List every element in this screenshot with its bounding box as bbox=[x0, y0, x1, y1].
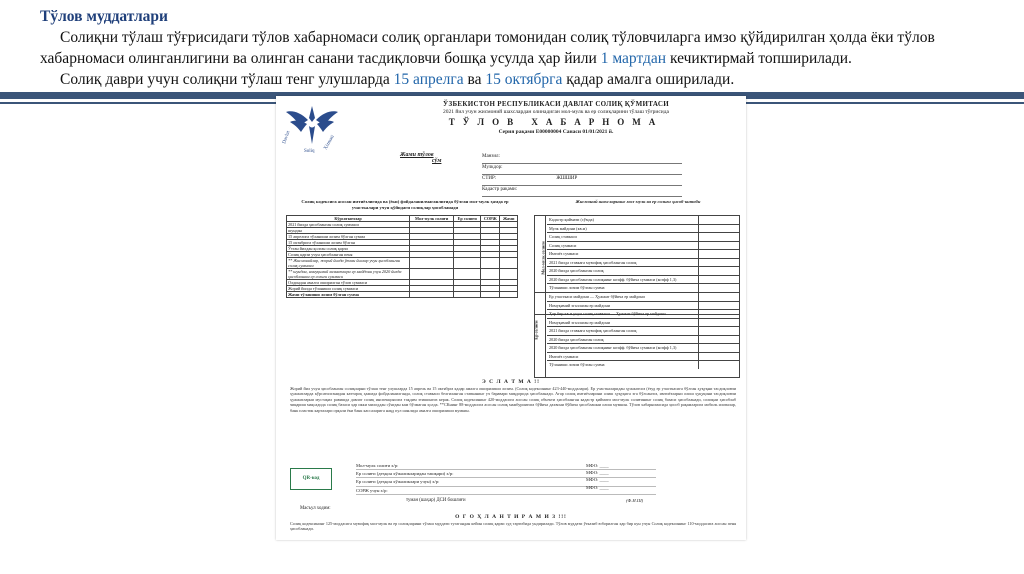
doc-header-committee: ЎЗБЕКИСТОН РЕСПУБЛИКАСИ ДАВЛАТ СОЛИҚ ҚЎМИТАСИ bbox=[443, 100, 669, 108]
p2-text-mid: ва bbox=[463, 71, 486, 88]
warning-title: О Г О Ҳ Л А Н Т И Р А М И З !!! bbox=[455, 514, 567, 520]
list-item: Мулк майдони (кв.м) bbox=[547, 225, 739, 234]
list-item: Ҳар бир кв.м учун солиқ ставкаси — Ҳужжат бўйича ер майдони bbox=[547, 310, 739, 319]
slide-heading: Тўлов муддатлари bbox=[40, 8, 168, 25]
list-item: 2020 йилда ҳисобланган солиқ bbox=[547, 336, 739, 345]
p1-text-a: Солиқни тўлаш тўғрисидаги тўлов хабарномаси солиқ органлари томонидан солиқ тўловчиларга имзо қўйдирилган ҳолда ёки тўлов хабарномаси олинганлигини ва олинган санани тасдиқловчи бошқа усулда ҳар йили bbox=[40, 29, 935, 67]
table-row: ** Жисмонийлар, жорий йилда ўтган йиллар учун ҳисобланган солиқ суммаси bbox=[287, 258, 518, 269]
table-row: Солиқ қарзи учун ҳисобланган пеня bbox=[287, 252, 518, 258]
table-row: шундан bbox=[287, 228, 518, 234]
left-table-title: Солиқ кодексига асосан имтиёзлигида ва (ёки) фойдаланилмаганлигида бўлган мол-мулк ҳамда ер участкалари учун қўйидаги солиқлар ҳисобланади bbox=[301, 199, 509, 210]
signature-head: туман (шаҳар) ДСИ бошлиғи bbox=[406, 498, 466, 503]
paragraph-payment bbox=[40, 69, 1000, 90]
list-item: Ер участкаси майдони — Ҳужжат бўйича ер майдони bbox=[547, 293, 739, 302]
doc-header-title: ТЎЛОВ ХАБАРНОМА bbox=[448, 117, 664, 127]
p2-highlight-october: 15 октябрга bbox=[485, 71, 563, 88]
p1-text-b: кечиктирмай топширилади. bbox=[666, 50, 852, 67]
list-item: Солиқ суммаси bbox=[547, 242, 739, 251]
tax-committee-logo-icon bbox=[282, 98, 342, 154]
p2-text-b: қадар амалга оширилади. bbox=[562, 71, 735, 88]
jshshir-label: ЖШШИР bbox=[556, 176, 578, 181]
paragraph-delivery bbox=[40, 27, 1000, 69]
svg-text:Soliq: Soliq bbox=[304, 149, 315, 154]
right-table-title: Жисмоний шахсларнинг мол-мулк ва ер солиғи ҳисоб-китоби bbox=[575, 199, 701, 204]
table-row: ** шундан, номуқимий хизматлари ер майдони учун 2020 йилда ҳисобланган ер солиғи суммаси bbox=[287, 269, 518, 280]
list-item: 2020 йилда ҳисобланган солиқ bbox=[547, 267, 739, 276]
table-row: Ўтган йилдан қолган солиқ қарзи bbox=[287, 246, 518, 252]
total-payment-box bbox=[400, 152, 441, 164]
land-tax-calc bbox=[534, 292, 740, 378]
account-land-farm: Ер солиғи (деҳқон хўжаликлари учун) х/р: bbox=[356, 478, 656, 486]
table-row: Жорий йилда тўланиши солиқ суммаси bbox=[287, 286, 518, 292]
col-sorj: СОРЖ bbox=[481, 216, 500, 222]
list-item: Тўланиши лозим бўлган сумма bbox=[547, 361, 739, 369]
table-row: 15 октябрига тўланиши лозим бўлган bbox=[287, 240, 518, 246]
table-row: 2021 йилда ҳисобланган солиқ суммаси bbox=[287, 222, 518, 228]
list-item: 2020 йилда ҳисобланган солиқнинг коэфф. бўйича суммаси (коэфф 1,3) bbox=[547, 344, 739, 353]
list-item: Имтиёз суммаси bbox=[547, 353, 739, 362]
list-item: Тўланиши лозим бўлган сумма bbox=[547, 284, 739, 292]
warning-text: Солиқ кодексининг 125-моддасига мувофиқ мол-мулк ва ер солиқларини тўлаш муддати тугагандан кейин солиқ қарзи суд тартибида ундирилади. Тўлов муддати ўтказиб юборилган ҳар бир кун учун Солиқ кодексининг 110-моддасига асосан пеня ҳисобланади. bbox=[290, 521, 736, 532]
notes-text: Жорий йил учун ҳисобланган солиқларни тўлаш тенг улушларда 15 апрель ва 15 октябрга қадар амалга оширилиши лозим. (Солиқ кодексининг 423-440-моддалари). Ер участкаларидан ҳужжатсиз (ёзуд ер участкасига бўлган ҳуқуқни тасдиқловчи ҳужжатларда кўрсатилганидан каттароқ ҳажмда фойдаланилганда, солиқ ставкаси белгиланган ставканинг уч баравари миқдорида ҳисобланади. Агар солиқ имтиёзларини олиш ҳуқуқига эга бўлсангиз, имтиёзларни олиш ҳуқуқини тасдиқловчи ҳужжатларни мустақил равишда давлат солиқ инспекциясига тақдим этишингиз керак. Солиқ кодексининг 420-моддасига асосан солиқ объекти ҳисобланган кадастр қиймати мол-мулк солиғининг солиқ базаси ҳисобланади, солиқни ҳисоблаб чиқариш мақсадида солиқ базаси ҳар икки милоддан сўнгдан кам бўлмаган ҳолда. **СКнинг 88-моддасига асосан солиқ мажбуриятига бўйича дахвони бўйича ҳисоблашни олиш мумкин. Тўлов хабарномасида ҳисоб рақамларига мобиль иловалар, банк пластик карталари орқали ёки банк кассаларига нақд пул шаклида амалга оширилиши мумкин. bbox=[290, 386, 736, 413]
property-tax-side-label: Мол-мулк солиғи bbox=[540, 241, 546, 275]
table-row: 15 апрелига тўланиши лозим бўлган сумма bbox=[287, 234, 518, 240]
addr-stir: СТИР: ЖШШИР bbox=[482, 176, 682, 186]
col-total: Жами bbox=[500, 216, 518, 222]
doc-header-subtitle: 2021 йил учун жисмоний шахслардан олинадиган мол-мулк ва ер солиқларини тўлаш тўғрисида bbox=[443, 109, 669, 115]
list-item: 2020 йилда ҳисобланган солиқнинг коэфф. бўйича суммаси (коэфф 1,3) bbox=[547, 276, 739, 285]
list-item: 2021 йилда ставкага мувофиқ ҳисобланган солиқ bbox=[547, 259, 739, 268]
signature-fio: (Ф.И.Ш) bbox=[626, 498, 644, 503]
doc-header-serial: Серия рақами Е00000004 Санаси 01/01/2021 й. bbox=[498, 129, 614, 135]
list-item: Кадастр қиймати (сўмда) bbox=[547, 216, 739, 225]
p1-highlight-date: 1 мартдан bbox=[600, 50, 667, 67]
signature-officer: Масъул ходим: bbox=[300, 506, 331, 511]
svg-text:Xizmati: Xizmati bbox=[323, 134, 336, 151]
account-sorj: СОРЖ учун х/р: bbox=[356, 487, 656, 495]
list-item: Номуқимий эгаллаган ер майдони bbox=[547, 319, 739, 328]
qr-code: QR-код bbox=[290, 468, 332, 490]
table-row: Жами тўланиши лозим бўлган сумма bbox=[287, 292, 518, 298]
col-indicators: Кўрсаткичлар bbox=[287, 216, 410, 222]
list-item: Солиқ ставкаси bbox=[547, 233, 739, 242]
account-property: Мол-мулк солиғи х/р: bbox=[356, 462, 656, 470]
land-tax-side-label: Ер солиғи bbox=[533, 320, 539, 340]
col-property-tax: Мол-мулк солиғи bbox=[410, 216, 454, 222]
svg-text:Davlat: Davlat bbox=[282, 130, 292, 145]
addr-address: Манзил: bbox=[482, 154, 682, 164]
addr-owner: Мулкдор: bbox=[482, 165, 682, 175]
list-item: 2021 йилда ставкага мувофиқ ҳисобланган солиқ bbox=[547, 327, 739, 336]
addr-cadastre: Кадастр рақами: bbox=[482, 187, 682, 197]
notes-title: Э С Л А Т М А !! bbox=[482, 379, 540, 385]
table-row: Олдиндан амалга оширилган тўлов суммаси bbox=[287, 280, 518, 286]
total-payment-label: Жами тўлов bbox=[400, 152, 434, 158]
p2-highlight-april: 15 апрелга bbox=[393, 71, 464, 88]
list-item: Номуқимий эгаллаган ер майдони bbox=[547, 302, 739, 311]
mfo-codes: МФО: ____ МФО: ____ МФО: ____ МФО: ____ bbox=[586, 463, 609, 490]
payment-accounts bbox=[356, 462, 656, 495]
account-land: Ер солиғи (деҳқон хўжаликларидан ташқари) х/р: bbox=[356, 470, 656, 478]
tax-summary-table bbox=[286, 215, 518, 298]
owner-details bbox=[482, 154, 682, 198]
currency-label: сўм bbox=[432, 158, 442, 164]
col-land-tax: Ер солиғи bbox=[454, 216, 481, 222]
slide-text bbox=[40, 6, 1000, 90]
p2-text-a: Солиқ даври учун солиқни тўлаш тенг улушларда bbox=[60, 71, 394, 88]
payment-notice-document bbox=[276, 96, 746, 540]
list-item: Имтиёз суммаси bbox=[547, 250, 739, 259]
